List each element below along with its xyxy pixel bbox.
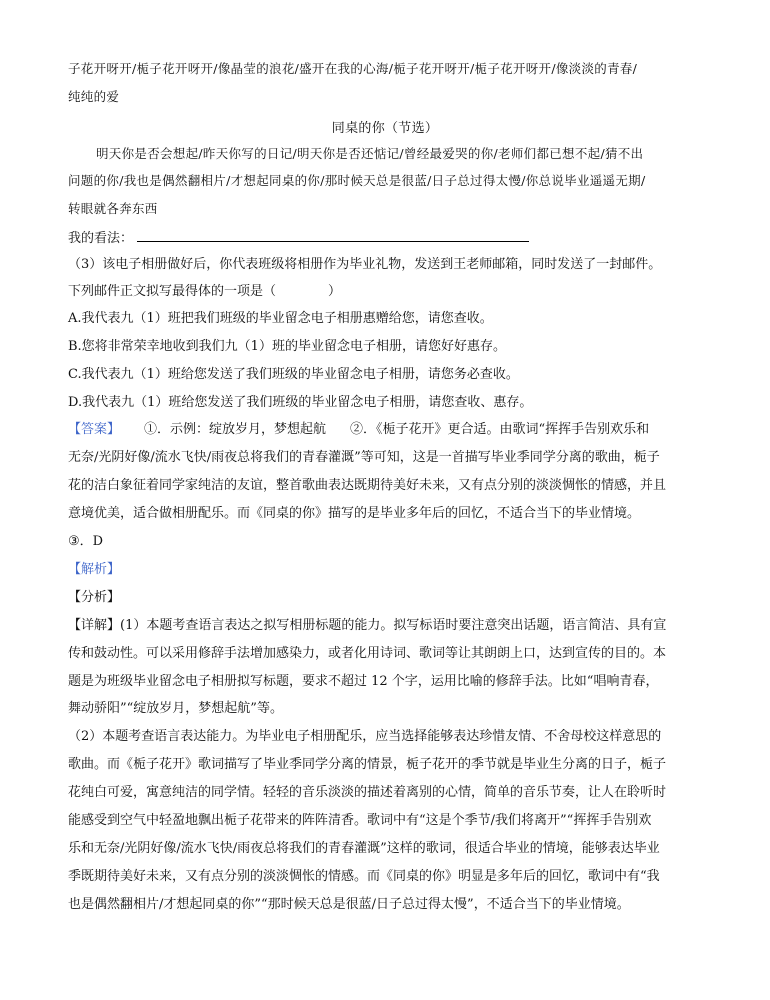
q3-option-a: A.我代表九（1）班把我们班级的毕业留念电子相册惠赠给您，请您查收。 xyxy=(68,311,493,326)
answer-line-2: 无奈/光阴好像/流水飞快/雨夜总将我们的青春灌溉”等可知，这是一首描写毕业季同学分离的歌曲，栀子 xyxy=(68,450,660,465)
q3-stem-line-1: （3）该电子相册做好后，你代表班级将相册作为毕业礼物，发送到王老师邮箱，同时发送了一封邮件。 xyxy=(68,257,662,272)
answer-line-4: 意境优美，适合做相册配乐。而《同桌的你》描写的是毕业多年后的回忆，不适合当下的毕业情境。 xyxy=(68,506,641,521)
opinion-blank-line[interactable] xyxy=(137,229,529,242)
detail-p1-line-4: 舞动骄阳”“绽放岁月，梦想起航”等。 xyxy=(68,701,283,716)
poem-title: 同桌的你（节选） xyxy=(331,121,439,136)
answer-row-1 xyxy=(68,421,649,439)
answer-2-start: ②．《栀子花开》更合适。由歌词“挥挥手告别欢乐和 xyxy=(350,422,650,437)
detail-p2-line-3: 花纯白可爱，寓意纯洁的同学情。轻轻的音乐淡淡的描述着离别的心情，简单的音乐节奏，让人在聆听时 xyxy=(68,785,667,800)
q3-stem-close: ） xyxy=(328,284,342,299)
lyrics-line-1: 子花开呀开/栀子花开呀开/像晶莹的浪花/盛开在我的心海/栀子花开呀开/栀子花开呀开/像淡淡的青春/ xyxy=(68,61,638,76)
fenxi-tag: 【分析】 xyxy=(68,590,121,605)
answer-1: ①．示例：绽放岁月，梦想起航 xyxy=(144,422,327,437)
detail-p2-line-7: 也是偶然翻相片/才想起同桌的你”“那时候天总是很蓝/日子总过得太慢”，不适合当下的毕业情境。 xyxy=(68,897,630,912)
poem-line-2: 问题的你/我也是偶然翻相片/才想起同桌的你/那时候天总是很蓝/日子总过得太慢/你总说毕业遥遥无期/ xyxy=(68,173,646,188)
detail-p2-line-4: 能感受到空气中轻盈地飘出栀子花带来的阵阵清香。歌词中有“这是个季节/我们将离开”“挥挥手告别欢 xyxy=(68,813,652,828)
q3-option-c: C.我代表九（1）班给您发送了我们班级的毕业留念电子相册，请您务必查收。 xyxy=(68,367,519,382)
analysis-tag: 【解析】 xyxy=(68,562,121,577)
detail-p2-line-5: 乐和无奈/光阴好像/流水飞快/雨夜总将我们的青春灌溉”这样的歌词，很适合毕业的情境，能够表达毕业 xyxy=(68,841,660,856)
answer-line-3: 花的洁白象征着同学家纯洁的友谊，整首歌曲表达既期待美好未来，又有点分别的淡淡惆怅的情感，并且 xyxy=(68,478,667,493)
detail-p1-line-3: 题是为班级毕业留念电子相册拟写标题，要求不超过 12 个字，运用比喻的修辞手法。比如“唱响青春， xyxy=(68,674,659,689)
answer-tag: 【答案】 xyxy=(68,422,121,437)
detail-p2-line-1: （2）本题考查语言表达能力。为毕业电子相册配乐，应当选择能够表达珍惜友情、不舍母校这样意思的 xyxy=(68,729,662,744)
opinion-row xyxy=(68,229,529,248)
poem-line-3: 转眼就各奔东西 xyxy=(68,201,158,216)
detail-p2-line-2: 歌曲。而《栀子花开》歌词描写了毕业季同学分离的情景，栀子花开的季节就是毕业生分离的日子，栀子 xyxy=(68,757,667,772)
q3-option-b: B.您将非常荣幸地收到我们九（1）班的毕业留念电子相册，请您好好惠存。 xyxy=(68,339,506,354)
q3-stem-text: 下列邮件正文拟写最得体的一项是（ xyxy=(68,284,277,299)
opinion-label: 我的看法： xyxy=(68,231,134,246)
detail-p1-line-2: 传和鼓动性。可以采用修辞手法增加感染力，或者化用诗词、歌词等让其朗朗上口，达到宣传的目的。本 xyxy=(68,646,667,661)
q3-option-d: D.我代表九（1）班给您发送了我们班级的毕业留念电子相册，请您查收、惠存。 xyxy=(68,395,533,410)
q3-stem-line-2 xyxy=(68,283,341,301)
poem-line-1: 明天你是否会想起/昨天你写的日记/明天你是否还惦记/曾经最爱哭的你/老师们都已想不起/猜不出 xyxy=(96,146,644,161)
answer-3: ③．D xyxy=(68,534,104,549)
lyrics-line-2: 纯纯的爱 xyxy=(68,89,120,104)
detail-p1-line-1: 【详解】(1）本题考查语言表达之拟写相册标题的能力。拟写标语时要注意突出话题，语言简洁、具有宣 xyxy=(68,618,667,633)
detail-p2-line-6: 季既期待美好未来，又有点分别的淡淡惆怅的情感。而《同桌的你》明显是多年后的回忆，歌词中有“我 xyxy=(68,869,660,884)
